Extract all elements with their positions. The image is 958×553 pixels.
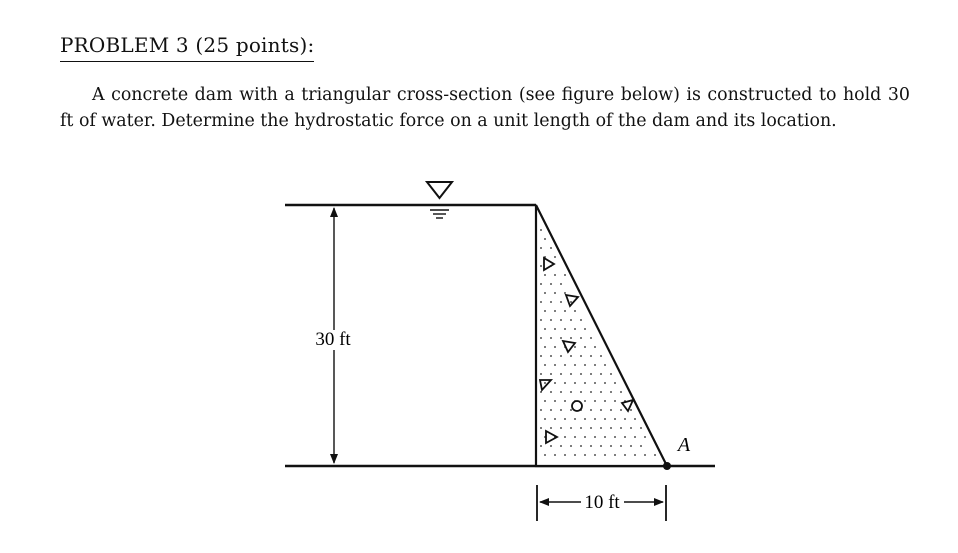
- concrete-dot: [620, 427, 622, 429]
- concrete-dot: [544, 382, 546, 384]
- concrete-dot: [554, 310, 556, 312]
- concrete-dot: [554, 346, 556, 348]
- concrete-dot: [594, 454, 596, 456]
- concrete-dot: [584, 346, 586, 348]
- concrete-dot: [564, 454, 566, 456]
- concrete-dot: [640, 445, 642, 447]
- concrete-dot: [600, 391, 602, 393]
- concrete-dot: [610, 409, 612, 411]
- concrete-dot: [540, 301, 542, 303]
- point-a-marker: [663, 462, 671, 470]
- concrete-dot: [614, 418, 616, 420]
- concrete-dot: [540, 373, 542, 375]
- concrete-dot: [610, 445, 612, 447]
- concrete-dot: [550, 409, 552, 411]
- concrete-dot: [614, 454, 616, 456]
- concrete-dot: [580, 427, 582, 429]
- concrete-dot: [560, 283, 562, 285]
- problem-statement: A concrete dam with a triangular cross-section (see figure below) is constructed to hold 30 ft of water. Determine the hydrostatic force on a unit length of the dam and its location.: [60, 85, 910, 131]
- concrete-dot: [634, 454, 636, 456]
- concrete-dot: [634, 436, 636, 438]
- concrete-dot: [630, 427, 632, 429]
- concrete-dot: [570, 409, 572, 411]
- concrete-dot: [540, 427, 542, 429]
- concrete-dot: [544, 454, 546, 456]
- concrete-dot: [564, 328, 566, 330]
- concrete-dot: [614, 436, 616, 438]
- concrete-dot: [590, 445, 592, 447]
- concrete-dot: [550, 373, 552, 375]
- concrete-dot: [544, 238, 546, 240]
- concrete-dot: [584, 364, 586, 366]
- concrete-dot: [540, 229, 542, 231]
- concrete-dot: [580, 337, 582, 339]
- concrete-dot: [564, 400, 566, 402]
- concrete-dot: [554, 382, 556, 384]
- concrete-dot: [570, 301, 572, 303]
- concrete-dot: [644, 436, 646, 438]
- concrete-dot: [574, 310, 576, 312]
- concrete-dot: [540, 409, 542, 411]
- concrete-dot: [540, 355, 542, 357]
- concrete-dot: [600, 409, 602, 411]
- concrete-dot: [554, 292, 556, 294]
- concrete-dot: [550, 319, 552, 321]
- concrete-dot: [580, 355, 582, 357]
- concrete-dot: [554, 454, 556, 456]
- concrete-dot: [550, 247, 552, 249]
- concrete-dot: [550, 355, 552, 357]
- concrete-dot: [590, 373, 592, 375]
- concrete-dot: [570, 373, 572, 375]
- concrete-dot: [570, 445, 572, 447]
- concrete-dot: [640, 427, 642, 429]
- concrete-dot: [600, 427, 602, 429]
- concrete-dot: [560, 373, 562, 375]
- concrete-dot: [544, 400, 546, 402]
- concrete-dot: [590, 337, 592, 339]
- concrete-dot: [620, 391, 622, 393]
- concrete-dot: [594, 418, 596, 420]
- concrete-dot: [570, 391, 572, 393]
- concrete-dot: [540, 265, 542, 267]
- concrete-dot: [560, 355, 562, 357]
- concrete-dot: [594, 364, 596, 366]
- concrete-dot: [594, 346, 596, 348]
- concrete-dot: [580, 445, 582, 447]
- point-a-label: A: [677, 434, 691, 456]
- concrete-dot: [634, 418, 636, 420]
- concrete-dot: [540, 445, 542, 447]
- concrete-dot: [560, 427, 562, 429]
- dam-cross-section: [536, 205, 667, 466]
- concrete-dot: [584, 418, 586, 420]
- concrete-dot: [574, 436, 576, 438]
- concrete-dot: [594, 382, 596, 384]
- concrete-dot: [580, 391, 582, 393]
- concrete-dot: [614, 382, 616, 384]
- concrete-dot: [544, 274, 546, 276]
- concrete-dot: [604, 382, 606, 384]
- concrete-dot: [590, 391, 592, 393]
- concrete-dot: [540, 247, 542, 249]
- concrete-dot: [584, 328, 586, 330]
- concrete-dot: [570, 427, 572, 429]
- concrete-dot: [560, 391, 562, 393]
- concrete-dot: [544, 310, 546, 312]
- concrete-dot: [574, 454, 576, 456]
- concrete-dot: [580, 373, 582, 375]
- concrete-dot: [624, 436, 626, 438]
- concrete-dot: [594, 400, 596, 402]
- concrete-dot: [564, 382, 566, 384]
- concrete-dot: [570, 319, 572, 321]
- concrete-dot: [624, 454, 626, 456]
- water-depth-label: 30 ft: [315, 329, 351, 350]
- concrete-dot: [560, 301, 562, 303]
- concrete-dot: [604, 400, 606, 402]
- concrete-dot: [610, 427, 612, 429]
- concrete-dot: [550, 445, 552, 447]
- concrete-dot: [590, 427, 592, 429]
- concrete-dot: [560, 445, 562, 447]
- concrete-dot: [570, 337, 572, 339]
- concrete-dot: [550, 391, 552, 393]
- concrete-dot: [560, 319, 562, 321]
- concrete-dot: [630, 445, 632, 447]
- concrete-dot: [544, 364, 546, 366]
- concrete-dot: [604, 418, 606, 420]
- concrete-dot: [624, 418, 626, 420]
- concrete-dot: [550, 337, 552, 339]
- concrete-dot: [574, 418, 576, 420]
- concrete-dot: [574, 382, 576, 384]
- concrete-dot: [554, 400, 556, 402]
- concrete-dot: [584, 454, 586, 456]
- concrete-dot: [614, 400, 616, 402]
- concrete-dot: [540, 337, 542, 339]
- concrete-dot: [554, 364, 556, 366]
- concrete-dot: [540, 319, 542, 321]
- concrete-dot: [544, 328, 546, 330]
- concrete-dot: [564, 274, 566, 276]
- concrete-dot: [654, 454, 656, 456]
- concrete-dot: [560, 409, 562, 411]
- concrete-dot: [564, 364, 566, 366]
- concrete-dot: [580, 319, 582, 321]
- concrete-dot: [590, 409, 592, 411]
- concrete-dot: [570, 355, 572, 357]
- concrete-dot: [564, 310, 566, 312]
- concrete-dot: [550, 301, 552, 303]
- concrete-dot: [544, 346, 546, 348]
- concrete-dot: [600, 373, 602, 375]
- concrete-dot: [564, 436, 566, 438]
- concrete-dot: [610, 391, 612, 393]
- concrete-dot: [564, 292, 566, 294]
- concrete-dot: [564, 418, 566, 420]
- concrete-dot: [554, 328, 556, 330]
- concrete-dot: [560, 337, 562, 339]
- concrete-dot: [620, 445, 622, 447]
- concrete-dot: [544, 418, 546, 420]
- concrete-dot: [594, 436, 596, 438]
- concrete-dot: [590, 355, 592, 357]
- concrete-dot: [550, 283, 552, 285]
- concrete-dot: [620, 409, 622, 411]
- concrete-dot: [584, 400, 586, 402]
- concrete-dot: [574, 328, 576, 330]
- concrete-dot: [584, 436, 586, 438]
- concrete-dot: [550, 427, 552, 429]
- concrete-dot: [554, 418, 556, 420]
- concrete-dot: [540, 283, 542, 285]
- concrete-dot: [600, 355, 602, 357]
- concrete-dot: [604, 364, 606, 366]
- concrete-dot: [610, 373, 612, 375]
- concrete-dot: [644, 454, 646, 456]
- concrete-dot: [554, 256, 556, 258]
- concrete-dot: [630, 409, 632, 411]
- base-width-label: 10 ft: [584, 492, 620, 513]
- concrete-dot: [604, 454, 606, 456]
- concrete-dot: [584, 382, 586, 384]
- concrete-dot: [574, 364, 576, 366]
- concrete-dot: [600, 445, 602, 447]
- concrete-dot: [554, 274, 556, 276]
- concrete-dot: [544, 292, 546, 294]
- concrete-dot: [604, 436, 606, 438]
- concrete-dot: [574, 346, 576, 348]
- problem-heading: PROBLEM 3 (25 points):: [60, 33, 314, 62]
- free-surface-icon: [427, 182, 452, 218]
